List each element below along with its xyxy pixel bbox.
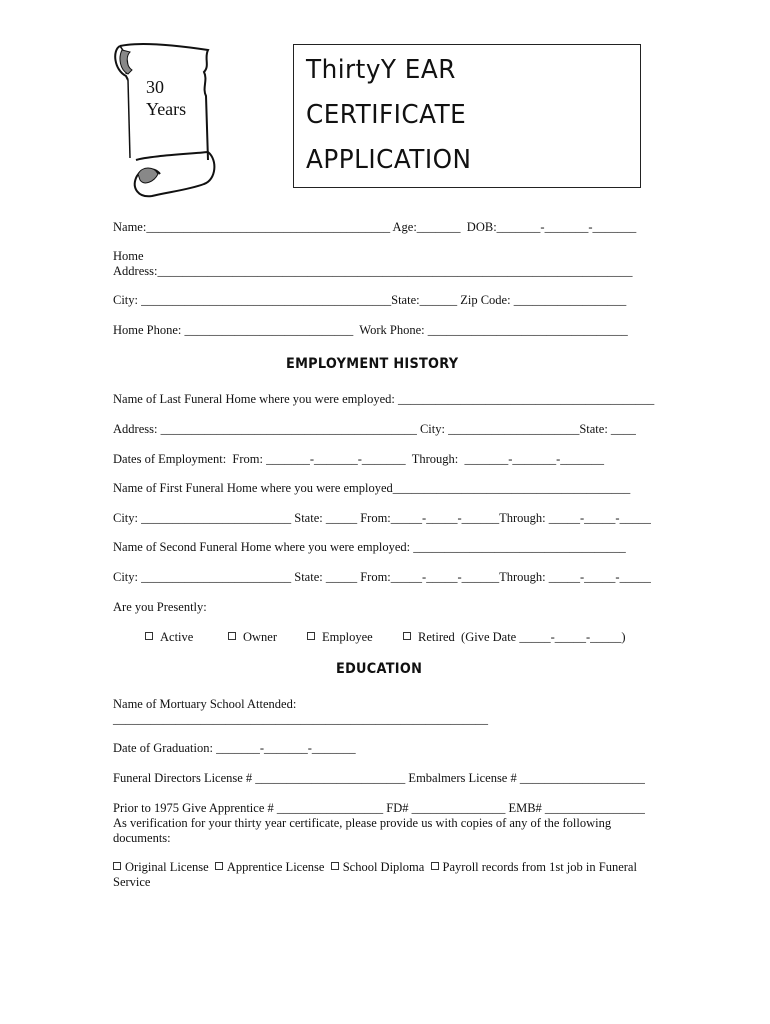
mortuary-school-field[interactable]: ____________________________________________________________ <box>113 712 488 726</box>
employment-dates-field[interactable]: Dates of Employment: From: _______-_______-_______ Through: _______-_______-_______ <box>113 452 605 466</box>
scroll-number: 30 <box>146 77 164 97</box>
scroll-graphic <box>108 40 223 200</box>
doc-payroll-records: Payroll records from 1st job in Funeral <box>442 860 637 874</box>
checkbox-icon[interactable] <box>113 862 121 870</box>
doc-original-license: Original License <box>125 860 209 874</box>
home-address-field[interactable]: Address:____________________________________________________________________________ <box>113 264 633 278</box>
phone-fields[interactable]: Home Phone: ___________________________ Work Phone: ________________________________ <box>113 323 628 337</box>
second-home-city-field[interactable]: City: ________________________ State: _____ From:_____-_____-______Through: _____-_____-_____ <box>113 570 651 584</box>
option-owner[interactable]: Owner <box>228 630 277 645</box>
checkbox-icon[interactable] <box>403 632 411 640</box>
employment-history-heading: EMPLOYMENT HISTORY <box>286 356 459 372</box>
first-home-city-field[interactable]: City: ________________________ State: _____ From:_____-_____-______Through: _____-_____-_____ <box>113 511 651 525</box>
checkbox-icon[interactable] <box>431 862 439 870</box>
mortuary-school-label: Name of Mortuary School Attended: <box>113 697 297 711</box>
scroll-years: Years <box>146 99 187 119</box>
documents-row <box>113 860 637 874</box>
title-box <box>293 44 641 188</box>
city-state-zip-field[interactable]: City: ________________________________________State:______ Zip Code: __________________ <box>113 293 627 307</box>
home-label: Home <box>113 249 144 263</box>
employment-address-field[interactable]: Address: _________________________________________ City: _____________________State: ____ <box>113 422 636 436</box>
name-age-dob-field[interactable]: Name:_______________________________________ Age:_______ DOB:_______-_______-_______ <box>113 220 637 234</box>
checkbox-icon[interactable] <box>215 862 223 870</box>
documents-row-wrap: Service <box>113 875 151 889</box>
first-funeral-home-field[interactable]: Name of First Funeral Home where you were employed______________________________________ <box>113 481 631 495</box>
title-line-3: APPLICATION <box>306 145 472 175</box>
doc-school-diploma: School Diploma <box>342 860 425 874</box>
checkbox-icon[interactable] <box>307 632 315 640</box>
checkbox-icon[interactable] <box>145 632 153 640</box>
license-fields[interactable]: Funeral Directors License # ________________________ Embalmers License # ____________________ <box>113 771 645 785</box>
last-funeral-home-field[interactable]: Name of Last Funeral Home where you were employed: _________________________________________ <box>113 392 655 406</box>
presently-label: Are you Presently: <box>113 600 207 614</box>
verification-text: As verification for your thirty year certificate, please provide us with copies of any of the following <box>113 816 612 830</box>
option-employee[interactable]: Employee <box>307 630 373 645</box>
second-funeral-home-field[interactable]: Name of Second Funeral Home where you were employed: __________________________________ <box>113 540 626 554</box>
option-active[interactable]: Active <box>145 630 193 645</box>
checkbox-icon[interactable] <box>331 862 339 870</box>
graduation-date-field[interactable]: Date of Graduation: _______-_______-_______ <box>113 741 356 755</box>
option-retired[interactable]: Retired (Give Date _____-_____-_____) <box>403 630 626 645</box>
verification-text-cont: documents: <box>113 831 171 845</box>
doc-apprentice-license: Apprentice License <box>226 860 325 874</box>
title-line-1: ThirtyY EAR <box>306 55 456 85</box>
title-line-2: CERTIFICATE <box>306 100 467 130</box>
checkbox-icon[interactable] <box>228 632 236 640</box>
education-heading: EDUCATION <box>336 661 423 677</box>
apprentice-fields[interactable]: Prior to 1975 Give Apprentice # _________________ FD# _______________ EMB# ________________ <box>113 801 645 815</box>
